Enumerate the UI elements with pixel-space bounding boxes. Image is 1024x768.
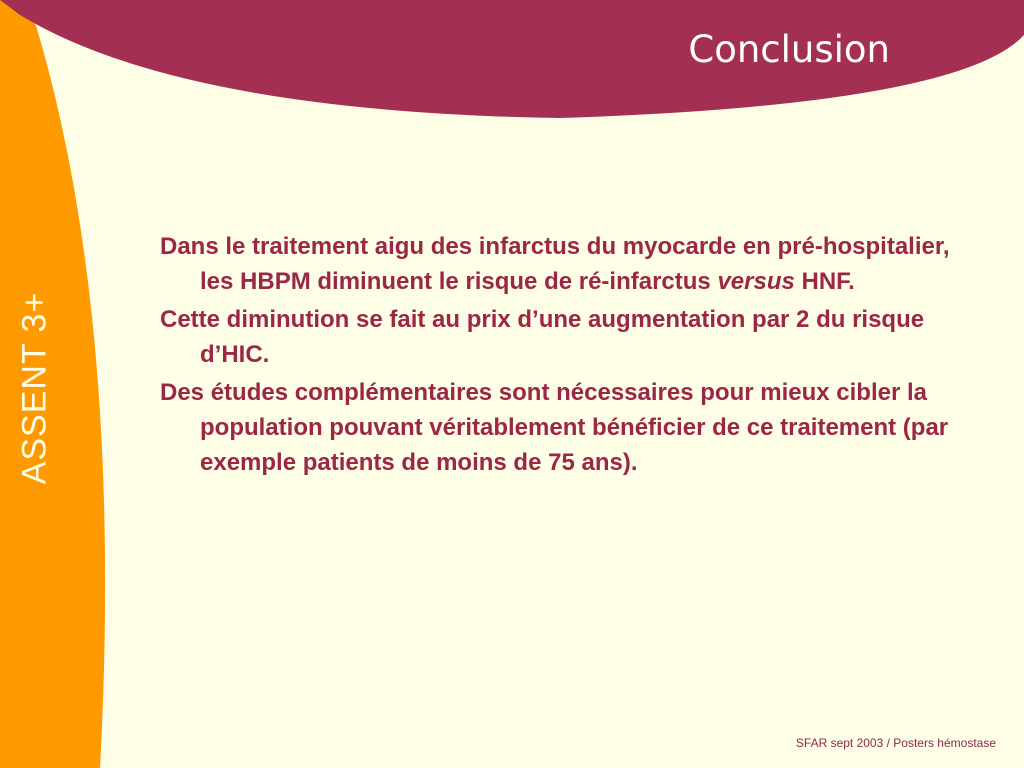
footer-caption: SFAR sept 2003 / Posters hémostase <box>795 736 996 750</box>
bullet-paragraph-3 <box>160 375 960 480</box>
paragraph-text: Dans le traitement aigu des infarctus du myocarde en pré-hospitalier, les HBPM diminuent le risque de ré-infarctus <box>160 233 950 295</box>
slide-body <box>160 229 960 483</box>
bullet-paragraph-1 <box>160 229 960 299</box>
side-label: ASSENT 3+ <box>15 291 54 485</box>
emphasized-text: versus <box>717 268 795 295</box>
slide-title: Conclusion <box>688 28 890 71</box>
bullet-paragraph-2 <box>160 302 960 372</box>
paragraph-text-end: HNF. <box>794 268 855 295</box>
paragraph-text: Cette diminution se fait au prix d’une augmentation par 2 du risque d’HIC. <box>160 306 925 368</box>
paragraph-text: Des études complémentaires sont nécessaires pour mieux cibler la population pouvant véritablement bénéficier de ce traitement (par exemple patients de moins de 75 ans). <box>160 379 949 476</box>
